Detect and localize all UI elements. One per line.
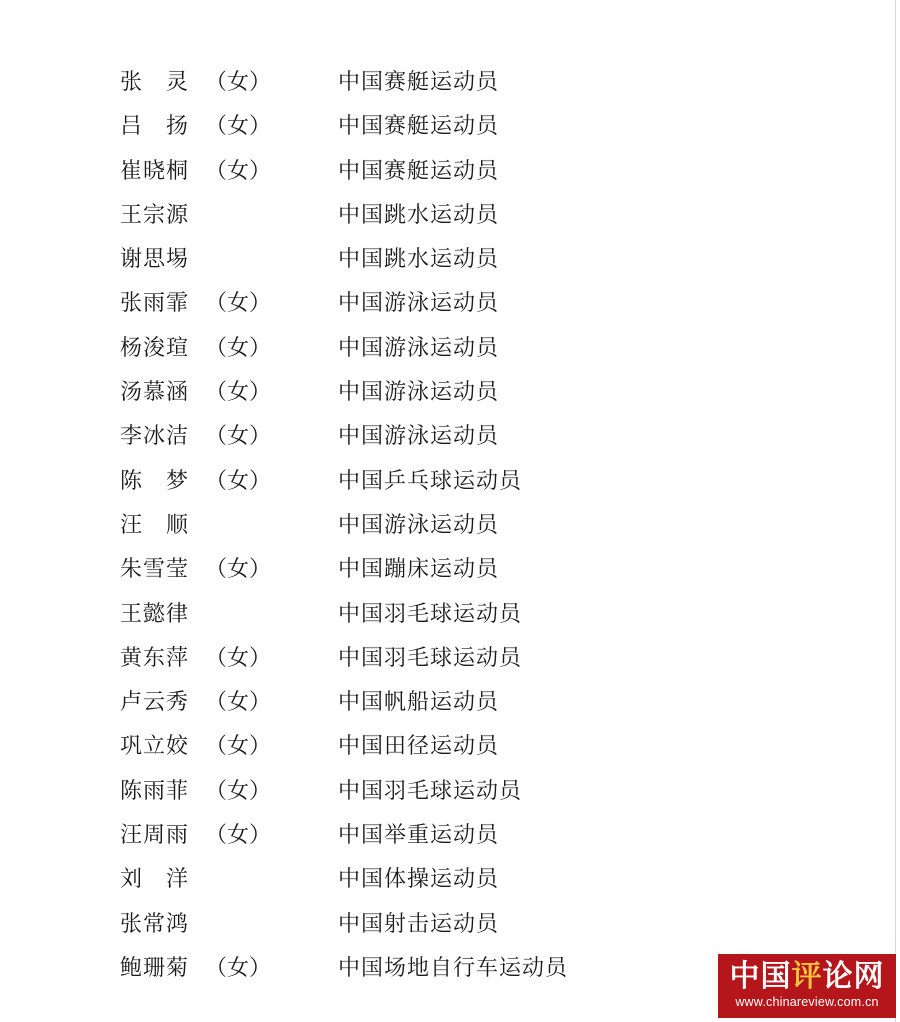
athlete-name: 陈雨菲 bbox=[120, 778, 190, 804]
list-item bbox=[0, 682, 900, 726]
list-item bbox=[0, 505, 900, 549]
athlete-gender: （女） bbox=[205, 380, 272, 406]
athlete-gender: （女） bbox=[205, 823, 272, 849]
athlete-role: 中国游泳运动员 bbox=[338, 424, 500, 450]
athlete-gender: （女） bbox=[205, 734, 272, 760]
athlete-name: 杨浚瑄 bbox=[120, 335, 190, 361]
athlete-name: 刘 洋 bbox=[120, 867, 190, 893]
logo-title-accent: 评 bbox=[791, 959, 823, 994]
athlete-role: 中国游泳运动员 bbox=[338, 291, 500, 317]
logo-title bbox=[718, 960, 896, 994]
athlete-name: 张雨霏 bbox=[120, 291, 190, 317]
list-item bbox=[0, 904, 900, 948]
athlete-gender: （女） bbox=[205, 114, 272, 140]
athlete-name: 王宗源 bbox=[120, 202, 190, 228]
athlete-name: 汤慕涵 bbox=[120, 380, 190, 406]
list-item bbox=[0, 638, 900, 682]
athlete-role: 中国跳水运动员 bbox=[338, 202, 500, 228]
athlete-gender: （女） bbox=[205, 291, 272, 317]
chinareview-logo bbox=[718, 954, 896, 1018]
athlete-gender: （女） bbox=[205, 468, 272, 494]
athlete-role: 中国游泳运动员 bbox=[338, 335, 500, 361]
athlete-role: 中国射击运动员 bbox=[338, 911, 500, 937]
list-item bbox=[0, 151, 900, 195]
athlete-gender: （女） bbox=[205, 955, 272, 981]
list-item bbox=[0, 239, 900, 283]
list-item bbox=[0, 328, 900, 372]
athlete-gender: （女） bbox=[205, 335, 272, 361]
athlete-name: 张常鸿 bbox=[120, 911, 190, 937]
athlete-role: 中国赛艇运动员 bbox=[338, 70, 500, 95]
athlete-role: 中国乒乓球运动员 bbox=[338, 468, 523, 494]
athlete-name: 汪周雨 bbox=[120, 823, 190, 849]
list-item bbox=[0, 62, 900, 106]
athlete-role: 中国羽毛球运动员 bbox=[338, 645, 523, 671]
athlete-name: 张 灵 bbox=[120, 70, 190, 95]
logo-title-suffix: 论网 bbox=[822, 959, 885, 994]
athlete-gender: （女） bbox=[205, 158, 272, 184]
athlete-gender: （女） bbox=[205, 70, 272, 95]
athlete-name: 黄东萍 bbox=[120, 645, 190, 671]
list-item bbox=[0, 372, 900, 416]
athlete-role: 中国游泳运动员 bbox=[338, 380, 500, 406]
logo-url: www.chinareview.com.cn bbox=[735, 995, 879, 1009]
list-item bbox=[0, 726, 900, 770]
list-item bbox=[0, 106, 900, 150]
athlete-role: 中国跳水运动员 bbox=[338, 247, 500, 273]
athlete-name: 巩立姣 bbox=[120, 734, 190, 760]
athlete-name: 鲍珊菊 bbox=[120, 955, 190, 981]
athlete-gender: （女） bbox=[205, 690, 272, 716]
athlete-role: 中国举重运动员 bbox=[338, 823, 500, 849]
athlete-name: 汪 顺 bbox=[120, 512, 190, 538]
list-item bbox=[0, 771, 900, 815]
logo-title-prefix: 中国 bbox=[729, 959, 792, 994]
list-item bbox=[0, 549, 900, 593]
athlete-role: 中国体操运动员 bbox=[338, 867, 500, 893]
athlete-role: 中国赛艇运动员 bbox=[338, 158, 500, 184]
athlete-name: 李冰洁 bbox=[120, 424, 190, 450]
athlete-role: 中国蹦床运动员 bbox=[338, 557, 500, 583]
athlete-role: 中国赛艇运动员 bbox=[338, 114, 500, 140]
list-item bbox=[0, 416, 900, 460]
athlete-role: 中国羽毛球运动员 bbox=[338, 778, 523, 804]
athlete-name: 谢思埸 bbox=[120, 247, 190, 273]
athlete-name: 陈 梦 bbox=[120, 468, 190, 494]
list-item bbox=[0, 283, 900, 327]
athlete-name: 王懿律 bbox=[120, 601, 190, 627]
athlete-role: 中国场地自行车运动员 bbox=[338, 955, 569, 981]
athlete-name: 卢云秀 bbox=[120, 690, 190, 716]
list-item bbox=[0, 594, 900, 638]
athlete-role: 中国羽毛球运动员 bbox=[338, 601, 523, 627]
athlete-gender: （女） bbox=[205, 557, 272, 583]
list-item bbox=[0, 815, 900, 859]
athlete-gender: （女） bbox=[205, 645, 272, 671]
athlete-role: 中国帆船运动员 bbox=[338, 690, 500, 716]
athlete-gender: （女） bbox=[205, 424, 272, 450]
athlete-name: 吕 扬 bbox=[120, 114, 190, 140]
athlete-name: 崔晓桐 bbox=[120, 158, 190, 184]
list-item bbox=[0, 461, 900, 505]
athlete-role: 中国田径运动员 bbox=[338, 734, 500, 760]
list-item bbox=[0, 859, 900, 903]
athlete-role: 中国游泳运动员 bbox=[338, 512, 500, 538]
athlete-name: 朱雪莹 bbox=[120, 557, 190, 583]
athlete-gender: （女） bbox=[205, 778, 272, 804]
list-item bbox=[0, 195, 900, 239]
athlete-list bbox=[0, 62, 900, 992]
